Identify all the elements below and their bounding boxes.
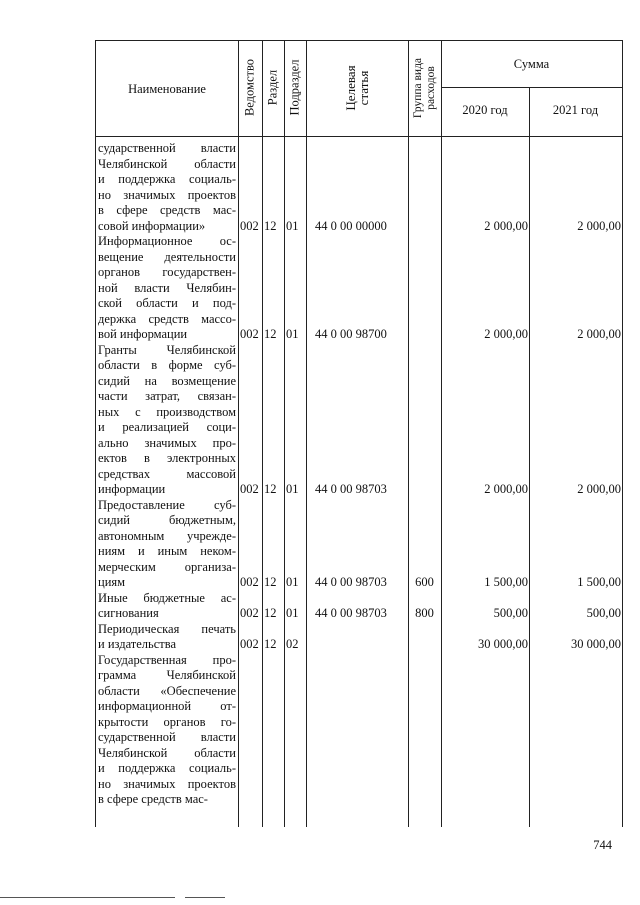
cell-celevaya: 44 0 00 98703 [315,482,387,496]
name-line: сидий бюджетным, [98,513,236,527]
name-line: в сфере средств мас- [98,792,208,806]
name-line: совой информации» [98,218,206,233]
col-line-vr [408,40,409,827]
cell-podrazdel: 01 [286,327,299,341]
cell-podrazdel: 01 [286,606,299,620]
col-line-ved [238,40,239,827]
cell-sum-2021: 500,00 [586,606,621,620]
header-bottom-line [95,136,622,137]
name-line: сидий на возмещение [98,373,236,388]
name-line: и поддержка социаль- [98,172,236,186]
name-line: автономным учрежде- [98,528,236,543]
name-line: сигнования [98,606,159,620]
name-line: и реализацией соци- [98,420,236,434]
name-line: сударственной власти [98,141,236,155]
cell-podrazdel: 01 [286,482,299,496]
cell-vedomstvo: 002 [240,218,259,233]
header-sum-divider [441,87,622,88]
name-line: Периодическая печать [98,621,236,636]
cell-gruppa: 600 [415,575,434,589]
cell-celevaya: 44 0 00 98703 [315,575,387,589]
cell-sum-2020: 2 000,00 [484,218,528,233]
header-name: Наименование [128,82,206,96]
header-year-2021: 2021 год [552,103,599,117]
name-line: информационной от- [98,699,236,713]
name-line: но значимых проектов [98,776,236,791]
name-line: части затрат, связан- [98,389,236,403]
row-name [98,343,236,498]
name-line: средствах массовой [98,466,236,481]
cell-celevaya: 44 0 00 98703 [315,606,387,620]
col-line-s2021 [529,87,530,827]
cell-sum-2020: 2 000,00 [484,482,528,496]
col-line-right [622,40,623,827]
cell-sum-2021: 2 000,00 [577,482,621,496]
cell-vedomstvo: 002 [240,327,259,341]
footer-line [0,897,175,898]
name-line: мерческим организа- [98,559,236,574]
col-line-left [95,40,96,827]
name-line: Иные бюджетные ас- [98,590,236,605]
name-line: Предоставление суб- [98,497,236,512]
name-line: Челябинской области [98,156,236,171]
name-line: крытости органов го- [98,714,236,729]
name-line: области «Обеспечение [98,683,236,698]
page-number: 744 [593,838,612,852]
name-line: Государственная про- [98,652,236,667]
cell-vedomstvo: 002 [240,575,259,589]
name-line: органов государствен- [98,265,236,279]
header-razdel: Раздел [265,69,280,106]
header-gruppa: Группа вида расходов [412,57,437,119]
cell-vedomstvo: 002 [240,637,259,651]
name-line: информации [98,482,166,496]
cell-sum-2021: 2 000,00 [577,218,621,233]
cell-celevaya: 44 0 00 00000 [315,218,387,233]
row-name [98,591,236,622]
name-line: в сфере средств мас- [98,203,236,217]
cell-podrazdel: 01 [286,575,299,589]
name-line: ской области и под- [98,296,236,310]
name-line: ной власти Челябин- [98,280,236,295]
col-line-razd [262,40,263,827]
cell-podrazdel: 02 [286,637,299,651]
col-line-cs [306,40,307,827]
col-line-s2020 [441,40,442,827]
cell-sum-2020: 500,00 [493,606,528,620]
row-name [98,234,236,343]
cell-razdel: 12 [264,606,277,620]
cell-sum-2021: 1 500,00 [577,575,621,589]
name-line: Гранты Челябинской [98,342,236,357]
name-line: ектов в электронных [98,451,236,465]
cell-sum-2020: 30 000,00 [478,637,528,651]
name-line: Челябинской области [98,745,236,760]
header-celevaya: Целевая статья [343,65,371,111]
name-line: вещение деятельности [98,249,236,264]
row-name [98,141,236,234]
name-line: Информационное ос- [98,234,236,248]
header-podrazdel: Подраздел [287,59,302,116]
cell-sum-2021: 30 000,00 [571,637,621,651]
cell-sum-2021: 2 000,00 [577,327,621,341]
header-top-line [95,40,622,41]
cell-razdel: 12 [264,637,277,651]
row-name [98,622,236,653]
row-name [98,498,236,591]
header-vedomstvo: Ведомство [242,58,257,117]
name-line: грамма Челябинской [98,668,236,682]
col-line-podr [284,40,285,827]
cell-vedomstvo: 002 [240,606,259,620]
cell-vedomstvo: 002 [240,482,259,496]
name-line: вой информации [98,327,188,341]
cell-sum-2020: 1 500,00 [484,575,528,589]
name-line: сударственной власти [98,730,236,744]
name-line: но значимых проектов [98,187,236,202]
name-line: ально значимых про- [98,435,236,450]
cell-podrazdel: 01 [286,218,299,233]
header-year-2020: 2020 год [462,103,508,117]
cell-celevaya: 44 0 00 98700 [315,327,387,341]
cell-razdel: 12 [264,575,277,589]
cell-razdel: 12 [264,327,277,341]
header-summa: Сумма [513,57,550,71]
name-line: циям [98,575,126,589]
cell-sum-2020: 2 000,00 [484,327,528,341]
cell-razdel: 12 [264,218,277,233]
name-line: и издательства [98,637,177,651]
name-line: ных с производством [98,404,236,419]
footer-line-short [185,897,225,898]
cell-razdel: 12 [264,482,277,496]
name-line: ниям и иным неком- [98,544,236,558]
name-line: и поддержка социаль- [98,761,236,775]
row-name [98,653,236,808]
name-line: области в форме суб- [98,358,236,372]
name-line: держка средств массо- [98,311,236,326]
cell-gruppa: 800 [415,606,434,620]
